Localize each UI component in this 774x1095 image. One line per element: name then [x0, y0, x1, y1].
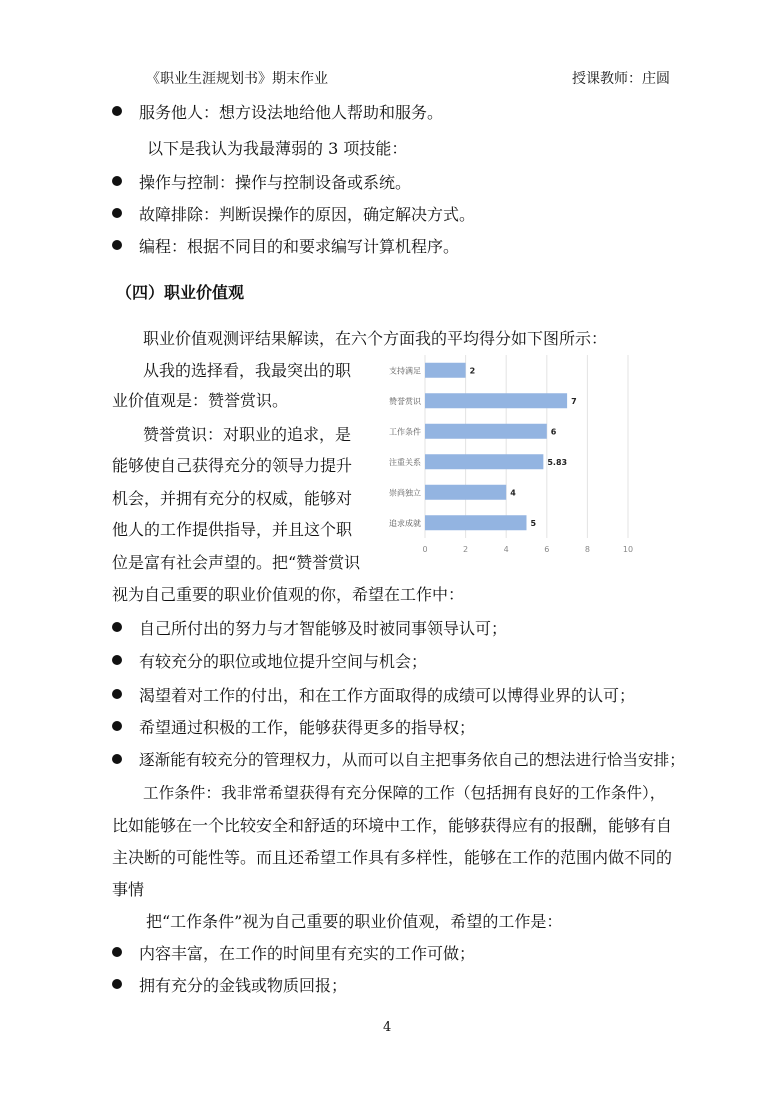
bullet-icon	[112, 979, 122, 989]
category-label: 支持满足	[389, 366, 421, 376]
data-label: 6	[550, 427, 557, 437]
list-item: 服务他人：想方设法地给他人帮助和服务。	[139, 103, 444, 122]
paragraph-line: 能够使自己获得充分的领导力提升	[112, 456, 353, 475]
paragraph-line: 位是富有社会声望的。把“赞誉赏识	[112, 553, 361, 572]
paragraph-line: 事情	[112, 880, 145, 899]
section-title: （四）职业价值观	[116, 283, 245, 302]
bullet-icon	[112, 622, 122, 632]
x-tick-label: 8	[584, 545, 590, 554]
x-tick-label: 4	[503, 545, 509, 554]
bullet-icon	[112, 655, 122, 665]
list-item: 操作与控制：操作与控制设备或系统。	[139, 173, 412, 192]
data-label: 5.83	[547, 457, 568, 467]
paragraph-line: 视为自己重要的职业价值观的你，希望在工作中：	[112, 585, 465, 604]
bullet-icon	[112, 176, 122, 186]
list-item: 内容丰富，在工作的时间里有充实的工作可做；	[139, 944, 476, 963]
data-label: 7	[571, 396, 577, 406]
list-item: 渴望着对工作的付出，和在工作方面取得的成绩可以博得业界的认可；	[139, 686, 636, 705]
category-label: 赞誉赏识	[389, 396, 421, 406]
x-tick-label: 2	[463, 545, 469, 554]
list-item: 编程：根据不同目的和要求编写计算机程序。	[139, 237, 460, 256]
paragraph-line: 业价值观是：赞誉赏识。	[112, 391, 289, 410]
header-left: 《职业生涯规划书》期末作业	[146, 71, 328, 87]
bar	[425, 454, 543, 469]
list-item: 有较充分的职位或地位提升空间与机会；	[139, 652, 428, 671]
values-bar-chart	[368, 355, 658, 555]
data-label: 5	[530, 518, 537, 528]
category-label: 追求成就	[389, 518, 421, 528]
list-item: 拥有充分的金钱或物质回报；	[139, 976, 348, 995]
paragraph-intro: 职业价值观测评结果解读，在六个方面我的平均得分如下图所示：	[143, 329, 608, 348]
bar	[425, 393, 567, 408]
category-label: 工作条件	[389, 427, 421, 437]
bullet-icon	[112, 240, 122, 250]
paragraph-line: 把“工作条件”视为自己重要的职业价值观，希望的工作是：	[146, 912, 563, 931]
bullet-icon	[112, 689, 122, 699]
x-tick-label: 0	[422, 545, 428, 554]
list-item: 希望通过积极的工作，能够获得更多的指导权；	[139, 718, 476, 737]
paragraph-line: 他人的工作提供指导，并且这个职	[112, 520, 353, 539]
list-item: 自己所付出的努力与才智能够及时被同事领导认可；	[139, 619, 508, 638]
category-label: 注重关系	[389, 457, 421, 467]
bullet-icon	[112, 721, 122, 731]
bullet-icon	[112, 754, 122, 764]
bullet-icon	[112, 208, 122, 218]
bar	[425, 515, 527, 530]
paragraph-line: 主决断的可能性等。而且还希望工作具有多样性，能够在工作的范围内做不同的	[112, 848, 673, 867]
header-right: 授课教师：庄圆	[572, 71, 670, 87]
bar	[425, 485, 506, 500]
list-item: 逐渐能有较充分的管理权力，从而可以自主把事务依自己的想法进行恰当安排；	[139, 751, 685, 769]
bullet-icon	[112, 106, 122, 116]
paragraph-line: 比如能够在一个比较安全和舒适的环境中工作，能够获得应有的报酬，能够有自	[112, 816, 673, 835]
data-label: 2	[469, 366, 476, 376]
paragraph-line: 从我的选择看，我最突出的职	[143, 361, 352, 380]
bar	[425, 424, 547, 439]
page-number: 4	[383, 1020, 392, 1035]
list-item: 故障排除：判断误操作的原因，确定解决方式。	[139, 205, 476, 224]
category-label: 崇尚独立	[389, 488, 421, 498]
bar	[425, 363, 466, 378]
x-tick-label: 6	[544, 545, 550, 554]
paragraph-line: 机会，并拥有充分的权威，能够对	[112, 489, 353, 508]
weak-skills-intro: 以下是我认为我最薄弱的 3 项技能：	[147, 139, 408, 158]
bullet-icon	[112, 947, 122, 957]
data-label: 4	[510, 488, 516, 498]
paragraph-line: 赞誉赏识：对职业的追求，是	[143, 425, 352, 444]
paragraph-line: 工作条件：我非常希望获得有充分保障的工作（包括拥有良好的工作条件），	[143, 784, 666, 802]
x-tick-label: 10	[622, 545, 634, 554]
